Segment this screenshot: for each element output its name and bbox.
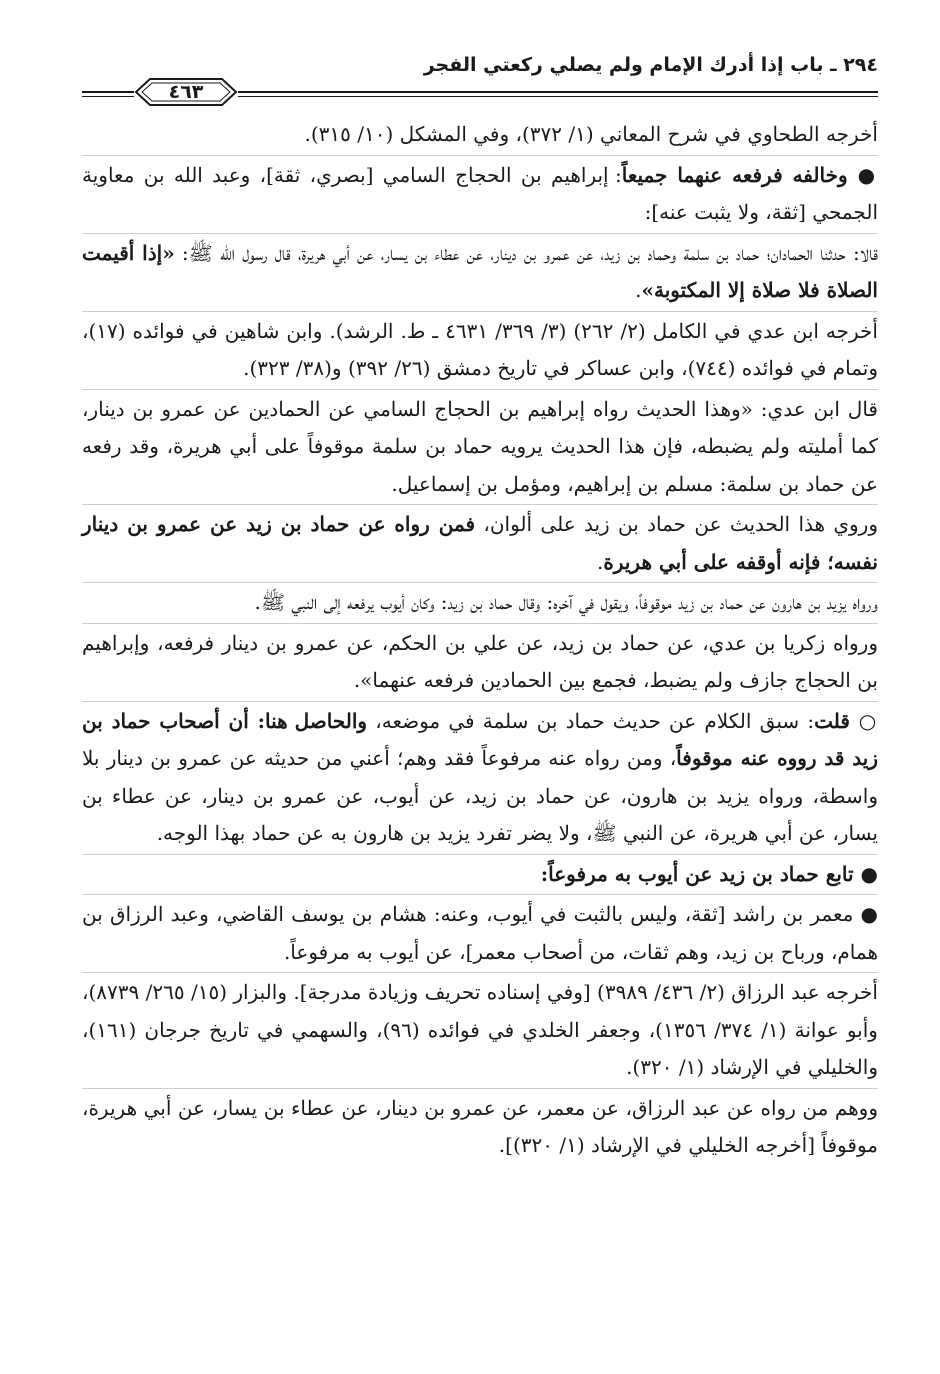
paragraph [82, 311, 878, 388]
paragraph [82, 701, 878, 853]
text-segment: ورواه زكريا بن عدي، عن حماد بن زيد، عن علي بن الحكم، عن عمرو بن دينار فرفعه، وإبراهيم بن الحجاج جازف ولم يضبط، فجمع بين الحمادين فرفعه عنهما». [82, 630, 878, 692]
text-segment: وروي هذا الحديث عن حماد بن زيد على ألوان، [475, 512, 878, 536]
paragraph [82, 233, 878, 310]
paragraph [82, 389, 878, 504]
text-segment: : إبراهيم بن الحجاج السامي [بصري، ثقة]، وعبد الله بن معاوية الجمحي [ثقة، ولا يثبت عنه]: [82, 162, 878, 224]
running-header [82, 48, 878, 108]
page-number-badge [134, 76, 238, 108]
text-segment: . [635, 278, 642, 302]
paragraph [82, 854, 878, 894]
page-number: ٤٦٣ [168, 81, 204, 103]
text-segment: قالا: حدثنا الحمادان؛ حماد بن سلمة وحماد بن زيد، عن عمرو بن دينار، عن عطاء بن يسار، عن أبي هريرة، قال رسول الله ﷺ: [174, 240, 878, 265]
bold-text-segment: ● تابع حماد بن زيد عن أيوب به مرفوعاً: [540, 861, 878, 886]
text-segment: ووهم من رواه عن عبد الرزاق، عن معمر، عن عمرو بن دينار، عن عطاء بن يسار، عن أبي هريرة، موقوفاً [أخرجه الخليلي في الإرشاد (١/ ٣٢٠)]. [82, 1095, 878, 1157]
paragraph [82, 623, 878, 700]
text-segment: قال ابن عدي: «وهذا الحديث رواه إبراهيم بن الحجاج السامي عن الحمادين عن عمرو بن دينار، كما أمليته ولم يضبطه، فإن هذا الحديث يرويه حماد بن سلمة موقوفاً على أبي هريرة، وقد رفعه عن حماد بن سلمة: مسلم بن إبراهيم، ومؤمل بن إسماعيل. [82, 396, 878, 496]
paragraph [82, 582, 878, 622]
text-segment: أخرجه الطحاوي في شرح المعاني (١/ ٣٧٢)، وفي المشكل (١٠/ ٣١٥). [304, 122, 878, 146]
paragraph [82, 504, 878, 581]
paragraph [82, 894, 878, 971]
bold-text-segment: فمن رواه عن حماد بن زيد عن عمرو بن دينار نفسه؛ فإنه أوقفه على أبي هريرة [82, 512, 878, 574]
text-segment: أخرجه ابن عدي في الكامل (٢/ ٢٦٢) (٣/ ٣٦٩/ ٤٦٣١ ـ ط. الرشد). وابن شاهين في فوائده (١٧)، وتمام في فوائده (٧٤٤)، وابن عساكر في تاريخ دمشق (٢٦/ ٣٩٢) و(٣٨/ ٣٢٣). [82, 318, 878, 380]
bold-text-segment: ● وخالفه فرفعه عنهما جميعاً [621, 162, 878, 187]
text-segment: ، ومن رواه عنه مرفوعاً فقد وهم؛ أعني من حديثه عن عمرو بن دينار بلا واسطة، ورواه يزيد بن هارون، عن حماد بن زيد، عن أيوب، عن عمرو بن دينار، عن عطاء بن يسار، عن أبي هريرة، عن النبي ﷺ، ولا يضر تفرد يزيد بن هارون به عن حماد بهذا الوجه. [82, 746, 878, 845]
paragraph [82, 972, 878, 1087]
text-segment: ● معمر بن راشد [ثقة، وليس بالثبت في أيوب، وعنه: هشام بن يوسف القاضي، وعبد الرزاق بن همام، ورباح بن زيد، وهم ثقات، من أصحاب معمر]، عن أيوب به مرفوعاً. [82, 902, 878, 964]
bold-text-segment: ○ قلت [814, 708, 878, 733]
text-segment: أخرجه عبد الرزاق (٢/ ٤٣٦/ ٣٩٨٩) [وفي إسناده تحريف وزيادة مدرجة]. والبزار (١٥/ ٢٦٥/ ٨٧٣٩)، وأبو عوانة (١/ ٣٧٤/ ١٣٥٦)، وجعفر الخلدي في فوائده (٩٦)، والسهمي في تاريخ جرجان (١٦١)، والخليلي في الإرشاد (١/ ٣٢٠). [82, 980, 878, 1079]
text-segment: . [596, 549, 604, 574]
body-text [82, 116, 878, 1165]
bold-text-segment: «إذا أقيمت الصلاة فلا صلاة إلا المكتوبة» [82, 240, 878, 302]
chapter-title: ٢٩٤ ـ باب إذا أدرك الإمام ولم يصلي ركعتي الفجر [423, 54, 878, 76]
paragraph [82, 116, 878, 154]
paragraph [82, 1088, 878, 1165]
paragraph [82, 155, 878, 232]
text-segment: : سبق الكلام عن حديث حماد بن سلمة في موضعه، [367, 708, 815, 733]
text-segment: ورواه يزيد بن هارون عن حماد بن زيد موقوفاً، ويقول في آخره: وقال حماد بن زيد: وكان أيوب يرفعه إلى النبي ﷺ. [254, 590, 878, 614]
bold-text-segment: والحاصل هنا: أن أصحاب حماد بن زيد قد رووه عنه موقوفاً [82, 708, 879, 770]
